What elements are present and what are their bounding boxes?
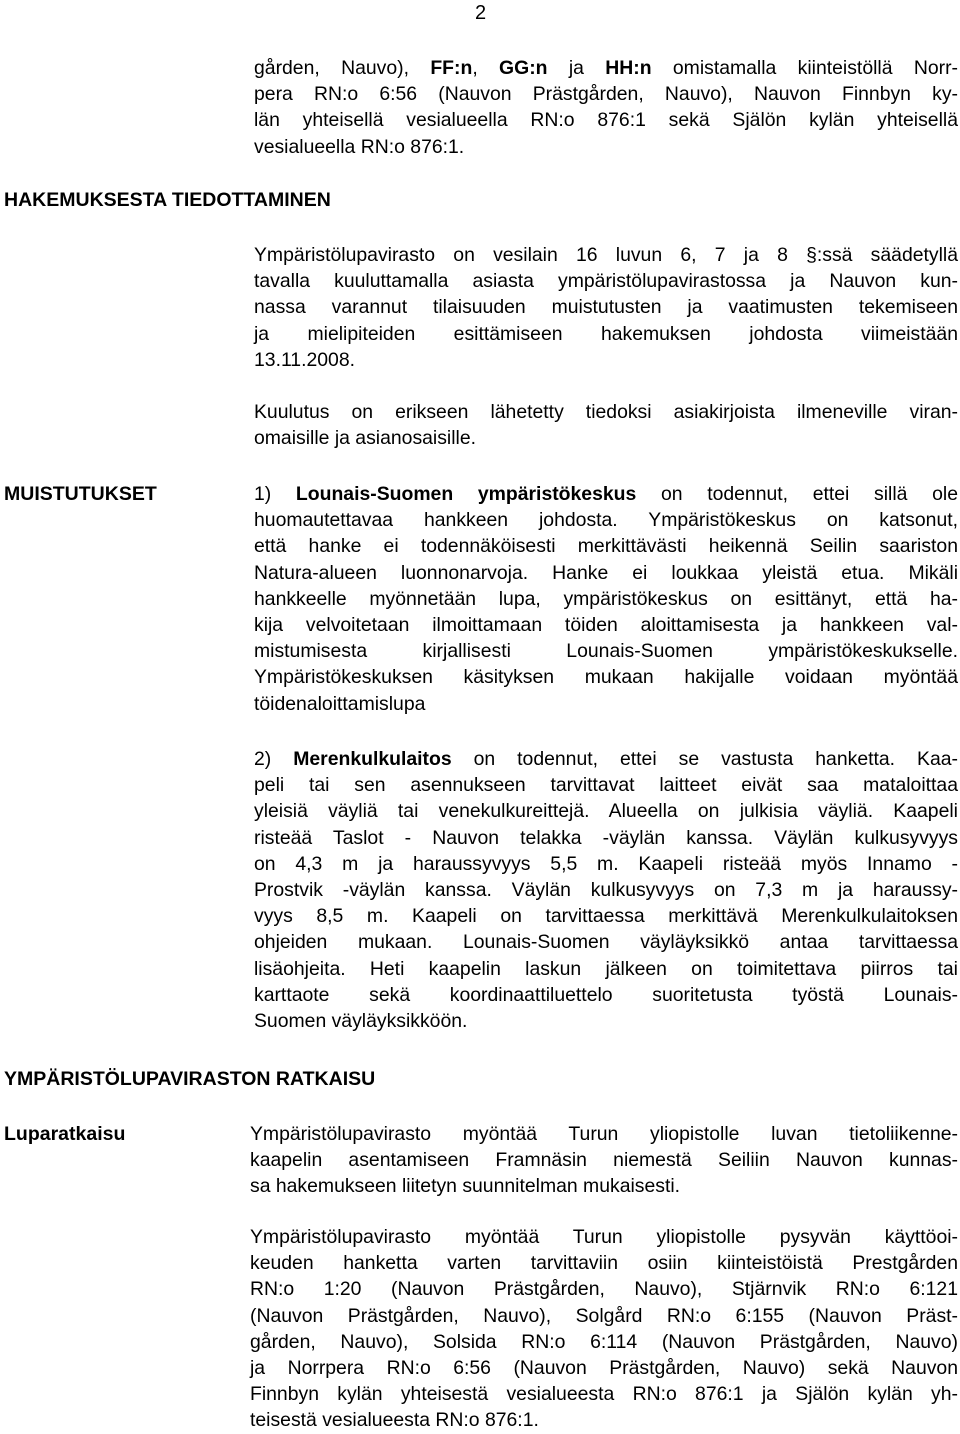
text-line: Natura-alueen luonnonarvoja. Hanke ei loukkaa yleistä etua. Mikäli (254, 561, 958, 584)
text-line: Ympäristökeskuksen käsityksen mukaan hakijalle voidaan myöntää (254, 666, 958, 689)
text-line: Prostvik -väylän kanssa. Väylän kulkusyvyys on 7,3 m ja haraussy- (254, 879, 958, 902)
text-line: keuden hanketta varten tarvittaviin osiin kiinteistöistä Prestgården (250, 1252, 958, 1275)
text-line: nassa varannut tilaisuuden muistutusten ja vaatimusten tekemiseen (254, 296, 958, 319)
ratkaisu-paragraph-2 (250, 1224, 958, 1434)
text-line: Ympäristölupavirasto on vesilain 16 luvun 6, 7 ja 8 §:ssä säädetyllä (254, 244, 958, 266)
text-line: Ympäristölupavirasto myöntää Turun yliopistolle pysyvän käyttöoi- (250, 1226, 958, 1248)
muistutus-author: Merenkulkulaitos (293, 748, 452, 770)
text-line: ja mielipiteiden esittämiseen hakemuksen johdosta viimeistään (254, 322, 958, 345)
muistutus-2 (254, 746, 958, 1034)
page-number: 2 (475, 2, 487, 24)
text-line: töidenaloittamislupa (254, 692, 426, 715)
ratkaisu-paragraph-1 (250, 1121, 958, 1200)
text-line: 2) Merenkulkulaitos on todennut, ettei se vastusta hanketta. Kaa- (254, 748, 958, 770)
intro-paragraph (254, 55, 958, 160)
tiedottaminen-paragraph-1 (254, 242, 958, 373)
text-line: sa hakemukseen liitetyn suunnitelman mukaisesti. (250, 1175, 681, 1198)
text-line: on 4,3 m ja haraussyvyys 5,5 m. Kaapeli risteää myös Innamo - (254, 852, 958, 875)
text-line: Finnbyn kylän yhteisestä vesialueesta RN:o 876:1 ja Själön kylän yh- (250, 1383, 958, 1406)
text-line: risteää Taslot - Nauvon telakka -väylän kanssa. Väylän kulkusyvyys (254, 826, 958, 849)
heading-ympäristölupaviraston-ratkaisu: YMPÄRISTÖLUPAVIRASTON RATKAISU (4, 1068, 376, 1090)
text-line: teisestä vesialueesta RN:o 876:1. (250, 1409, 539, 1432)
text-line: Ympäristölupavirasto myöntää Turun yliopistolle luvan tietoliikenne- (250, 1123, 958, 1145)
text-line: ohjeiden mukaan. Lounais-Suomen väyläyksikkö antaa tarvittaessa (254, 931, 958, 954)
muistutus-1 (254, 481, 958, 717)
text-line: tavalla kuuluttamalla asiasta ympäristölupavirastossa ja Nauvon kun- (254, 270, 958, 293)
heading-muistutukset: MUISTUTUKSET (4, 483, 157, 505)
heading-hakemuksesta-tiedottaminen: HAKEMUKSESTA TIEDOTTAMINEN (4, 189, 331, 211)
text-line: RN:o 1:20 (Nauvon Prästgården, Nauvo), Stjärnvik RN:o 6:121 (250, 1278, 958, 1301)
text-line: Kuulutus on erikseen lähetetty tiedoksi asiakirjoista ilmeneville viran- (254, 401, 958, 423)
tiedottaminen-paragraph-2 (254, 399, 958, 451)
text-line: mistumisesta kirjallisesti Lounais-Suomen ympäristökeskukselle. (254, 640, 958, 663)
text-line: hankkeelle myönnetään lupa, ympäristökeskus on esittänyt, että ha- (254, 587, 958, 610)
text-line: kija velvoitetaan ilmoittamaan töiden aloittamisesta ja hankkeen val- (254, 614, 958, 637)
intro-line: vesialueella RN:o 876:1. (254, 135, 465, 158)
muistutus-author: Lounais-Suomen ympäristökeskus (295, 483, 637, 505)
heading-luparatkaisu: Luparatkaisu (4, 1123, 126, 1145)
text-line: kaapelin asentamiseen Framnäsin niemestä Seiliin Nauvon kunnas- (250, 1149, 958, 1172)
text-line: 13.11.2008. (254, 348, 355, 371)
intro-line: län yhteisellä vesialueella RN:o 876:1 sekä Själön kylän yhteisellä (254, 109, 958, 132)
text-line: ja Norrpera RN:o 6:56 (Nauvon Prästgården, Nauvo) sekä Nauvon (250, 1357, 958, 1380)
intro-line: gården, Nauvo), FF:n, GG:n ja HH:n omistamalla kiinteistöllä Norr- (254, 57, 958, 79)
text-line: gården, Nauvo), Solsida RN:o 6:114 (Nauvon Prästgården, Nauvo) (250, 1330, 958, 1353)
text-line: lisäohjeita. Heti kaapelin laskun jälkeen on toimitettava piirros tai (254, 957, 958, 980)
text-line: että hanke ei todennäköisesti merkittävästi heikennä Seilin saariston (254, 535, 958, 558)
text-line: huomautettavaa hankkeen johdosta. Ympäristökeskus on katsonut, (254, 509, 958, 532)
text-line: 1) Lounais-Suomen ympäristökeskus on todennut, ettei sillä ole (254, 483, 958, 505)
intro-line: pera RN:o 6:56 (Nauvon Prästgården, Nauvo), Nauvon Finnbyn ky- (254, 83, 958, 106)
text-line: karttaote sekä koordinaattiluettelo suoritetusta työstä Lounais- (254, 983, 958, 1006)
text-line: Suomen väyläyksikköön. (254, 1010, 468, 1033)
text-line: yleisiä väyliä tai venekulkureittejä. Alueella on julkisia väyliä. Kaapeli (254, 800, 958, 823)
text-line: peli tai sen asennukseen tarvittavat laitteet eivät saa mataloittaa (254, 774, 958, 797)
text-line: (Nauvon Prästgården, Nauvo), Solgård RN:o 6:155 (Nauvon Präst- (250, 1304, 958, 1327)
text-line: omaisille ja asianosaisille. (254, 427, 477, 450)
text-line: vyys 8,5 m. Kaapeli on tarvittaessa merkittävä Merenkulkulaitoksen (254, 905, 958, 928)
